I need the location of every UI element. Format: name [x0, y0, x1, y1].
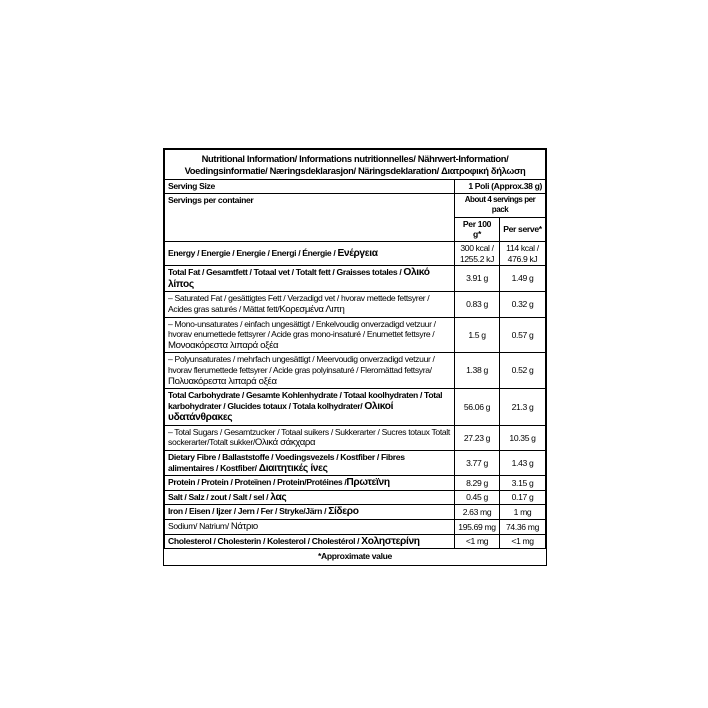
nutrient-row: [165, 317, 546, 353]
perserve-value: 0.52 g: [500, 353, 546, 389]
per100-value: 195.69 mg: [455, 520, 500, 535]
nutrient-label-text: Cholesterol / Cholesterin / Kolesterol / Cholestérol /: [168, 535, 362, 546]
per100-value: 2.63 mg: [455, 505, 500, 520]
nutrient-label: [165, 476, 455, 491]
nutrient-label-text: Total Fat / Gesamtfett / Totaal vet / Totalt fett / Graisses totales /: [168, 267, 404, 278]
footnote: *Approximate value: [165, 549, 546, 565]
nutrient-label: [165, 490, 455, 505]
perserve-value: <1 mg: [500, 534, 546, 549]
nutrient-label-greek: Διαιτητικές ίνες: [258, 462, 328, 474]
nutrient-label-greek: Ολικά σάκχαρα: [254, 437, 316, 449]
nutrient-label-text: Protein / Protein / Proteïnen / Protein/Protéines /: [168, 477, 347, 488]
nutrient-label: [165, 317, 455, 353]
per100-value: <1 mg: [455, 534, 500, 549]
nutrient-row: [165, 266, 546, 292]
nutrient-row: [165, 534, 546, 549]
nutrient-rows: [165, 241, 546, 548]
perserve-value: 1 mg: [500, 505, 546, 520]
nutrient-label: [165, 451, 455, 476]
servings-per-container-value: About 4 servings per pack: [455, 193, 546, 217]
nutrient-label-greek: Ολικό λίπος: [168, 267, 430, 290]
perserve-header: Per serve*: [500, 217, 546, 241]
nutrient-label-greek: Πολυακόρεστα λιπαρά οξέα: [168, 375, 277, 387]
nutrient-label: [165, 241, 455, 265]
nutrient-label-text: Total Carbohydrate / Gesamte Kohlenhydrate / Totaal koolhydraten / Total karbohydrater / Glucides totaux / Totala kolhydrater/: [168, 390, 443, 411]
per100-value: 1.38 g: [455, 353, 500, 389]
per100-value: 300 kcal / 1255.2 kJ: [455, 241, 500, 265]
nutrient-row: [165, 389, 546, 426]
perserve-value: 10.35 g: [500, 425, 546, 450]
nutrient-label: [165, 520, 455, 535]
perserve-value: 0.17 g: [500, 490, 546, 505]
perserve-value: 114 kcal / 476.9 kJ: [500, 241, 546, 265]
perserve-value: 0.57 g: [500, 317, 546, 353]
nutrient-row: [165, 425, 546, 450]
nutrient-row: [165, 505, 546, 520]
per100-value: 0.83 g: [455, 292, 500, 317]
perserve-value: 3.15 g: [500, 476, 546, 491]
serving-size-row: [165, 180, 546, 194]
per100-value: 1.5 g: [455, 317, 500, 353]
nutrient-row: [165, 292, 546, 317]
nutrient-label: [165, 353, 455, 389]
nutrient-label-greek: λας: [270, 491, 287, 503]
panel-title: Nutritional Information/ Informations nutritionnelles/ Nährwert-Information/ Voedingsinformatie/ Næringsdeklarasjon/ Näringsdeklaration/ Διατροφική δήλωση: [165, 150, 546, 180]
nutrient-label-greek: Μονοακόρεστα λιπαρά οξέα: [168, 339, 279, 351]
perserve-value: 21.3 g: [500, 389, 546, 426]
per100-value: 27.23 g: [455, 425, 500, 450]
nutrient-label-text: Dietary Fibre / Ballaststoffe / Voedingsvezels / Kostfiber / Fibres alimentaires / Kostfiber/: [168, 452, 405, 473]
nutrient-label-text: Iron / Eisen / Ijzer / Jern / Fer / Stryke/Järn /: [168, 506, 329, 517]
nutrition-table: [164, 149, 546, 565]
nutrient-label-text: – Saturated Fat / gesättigtes Fett / Verzadigd vet / hvorav mettede fettsyrer / Acides gras saturés / Mättat fett/: [168, 293, 430, 314]
perserve-value: 1.43 g: [500, 451, 546, 476]
per100-value: 3.91 g: [455, 266, 500, 292]
servings-per-container-row: [165, 193, 546, 217]
nutrient-label: [165, 292, 455, 317]
nutrient-row: [165, 476, 546, 491]
perserve-value: 1.49 g: [500, 266, 546, 292]
nutrient-label: [165, 266, 455, 292]
perserve-value: 74.36 mg: [500, 520, 546, 535]
per100-value: 3.77 g: [455, 451, 500, 476]
nutrient-row: [165, 353, 546, 389]
nutrient-label-greek: Χοληστερίνη: [361, 535, 420, 547]
per100-value: 56.06 g: [455, 389, 500, 426]
nutrient-label: [165, 425, 455, 450]
nutrient-label-text: Sodium/ Natrium/: [168, 521, 231, 532]
nutrient-label-text: Salt / Salz / zout / Salt / sel /: [168, 491, 271, 502]
perserve-value: 0.32 g: [500, 292, 546, 317]
serving-size-value: 1 Poli (Approx.38 g): [455, 180, 546, 194]
nutrient-label-text: – Mono-unsaturates / einfach ungesättigt / Enkelvoudig onverzadigd vetzuur / hvorav enumettede fettsyrer / Acide gras mono-insaturé / Enumettet fettsyre /: [168, 318, 436, 340]
per100-value: 0.45 g: [455, 490, 500, 505]
nutrient-label-greek: Νάτριο: [230, 521, 258, 533]
nutrient-label: [165, 534, 455, 549]
nutrient-label-text: – Total Sugars / Gesamtzucker / Totaal suikers / Sukkerarter / Sucres totaux Totalt sockerarter/Totalt sukker/: [168, 426, 450, 448]
nutrient-label-greek: Ολικοί υδατάνθρακες: [168, 400, 394, 424]
nutrient-row: [165, 451, 546, 476]
nutrient-row: [165, 520, 546, 535]
nutrient-row: [165, 241, 546, 265]
footnote-row: [165, 549, 546, 565]
nutrient-label-greek: Σίδερο: [328, 506, 359, 518]
nutrient-label-text: Energy / Energie / Energie / Energi / Énergie /: [168, 247, 338, 258]
nutrient-label: [165, 505, 455, 520]
nutrient-label-greek: Κορεσμένα Λιπη: [279, 303, 345, 315]
nutrient-label-text: – Polyunsaturates / mehrfach ungesättigt / Meervoudig onverzadigd vetzuur / hvorav flerumettede fettsyrer / Acide gras polyinsaturé / Fleromättad fettsyra/: [168, 354, 435, 375]
servings-per-container-label: Servings per container: [165, 193, 455, 241]
per100-value: 8.29 g: [455, 476, 500, 491]
serving-size-label: Serving Size: [165, 180, 455, 194]
nutrient-label-greek: Ενέργεια: [337, 247, 378, 259]
nutrition-facts-panel: [163, 148, 547, 566]
per100-header: Per 100 g*: [455, 217, 500, 241]
nutrient-label-greek: Πρωτεϊνη: [346, 477, 390, 489]
title-row: [165, 150, 546, 180]
nutrient-label: [165, 389, 455, 426]
nutrient-row: [165, 490, 546, 505]
